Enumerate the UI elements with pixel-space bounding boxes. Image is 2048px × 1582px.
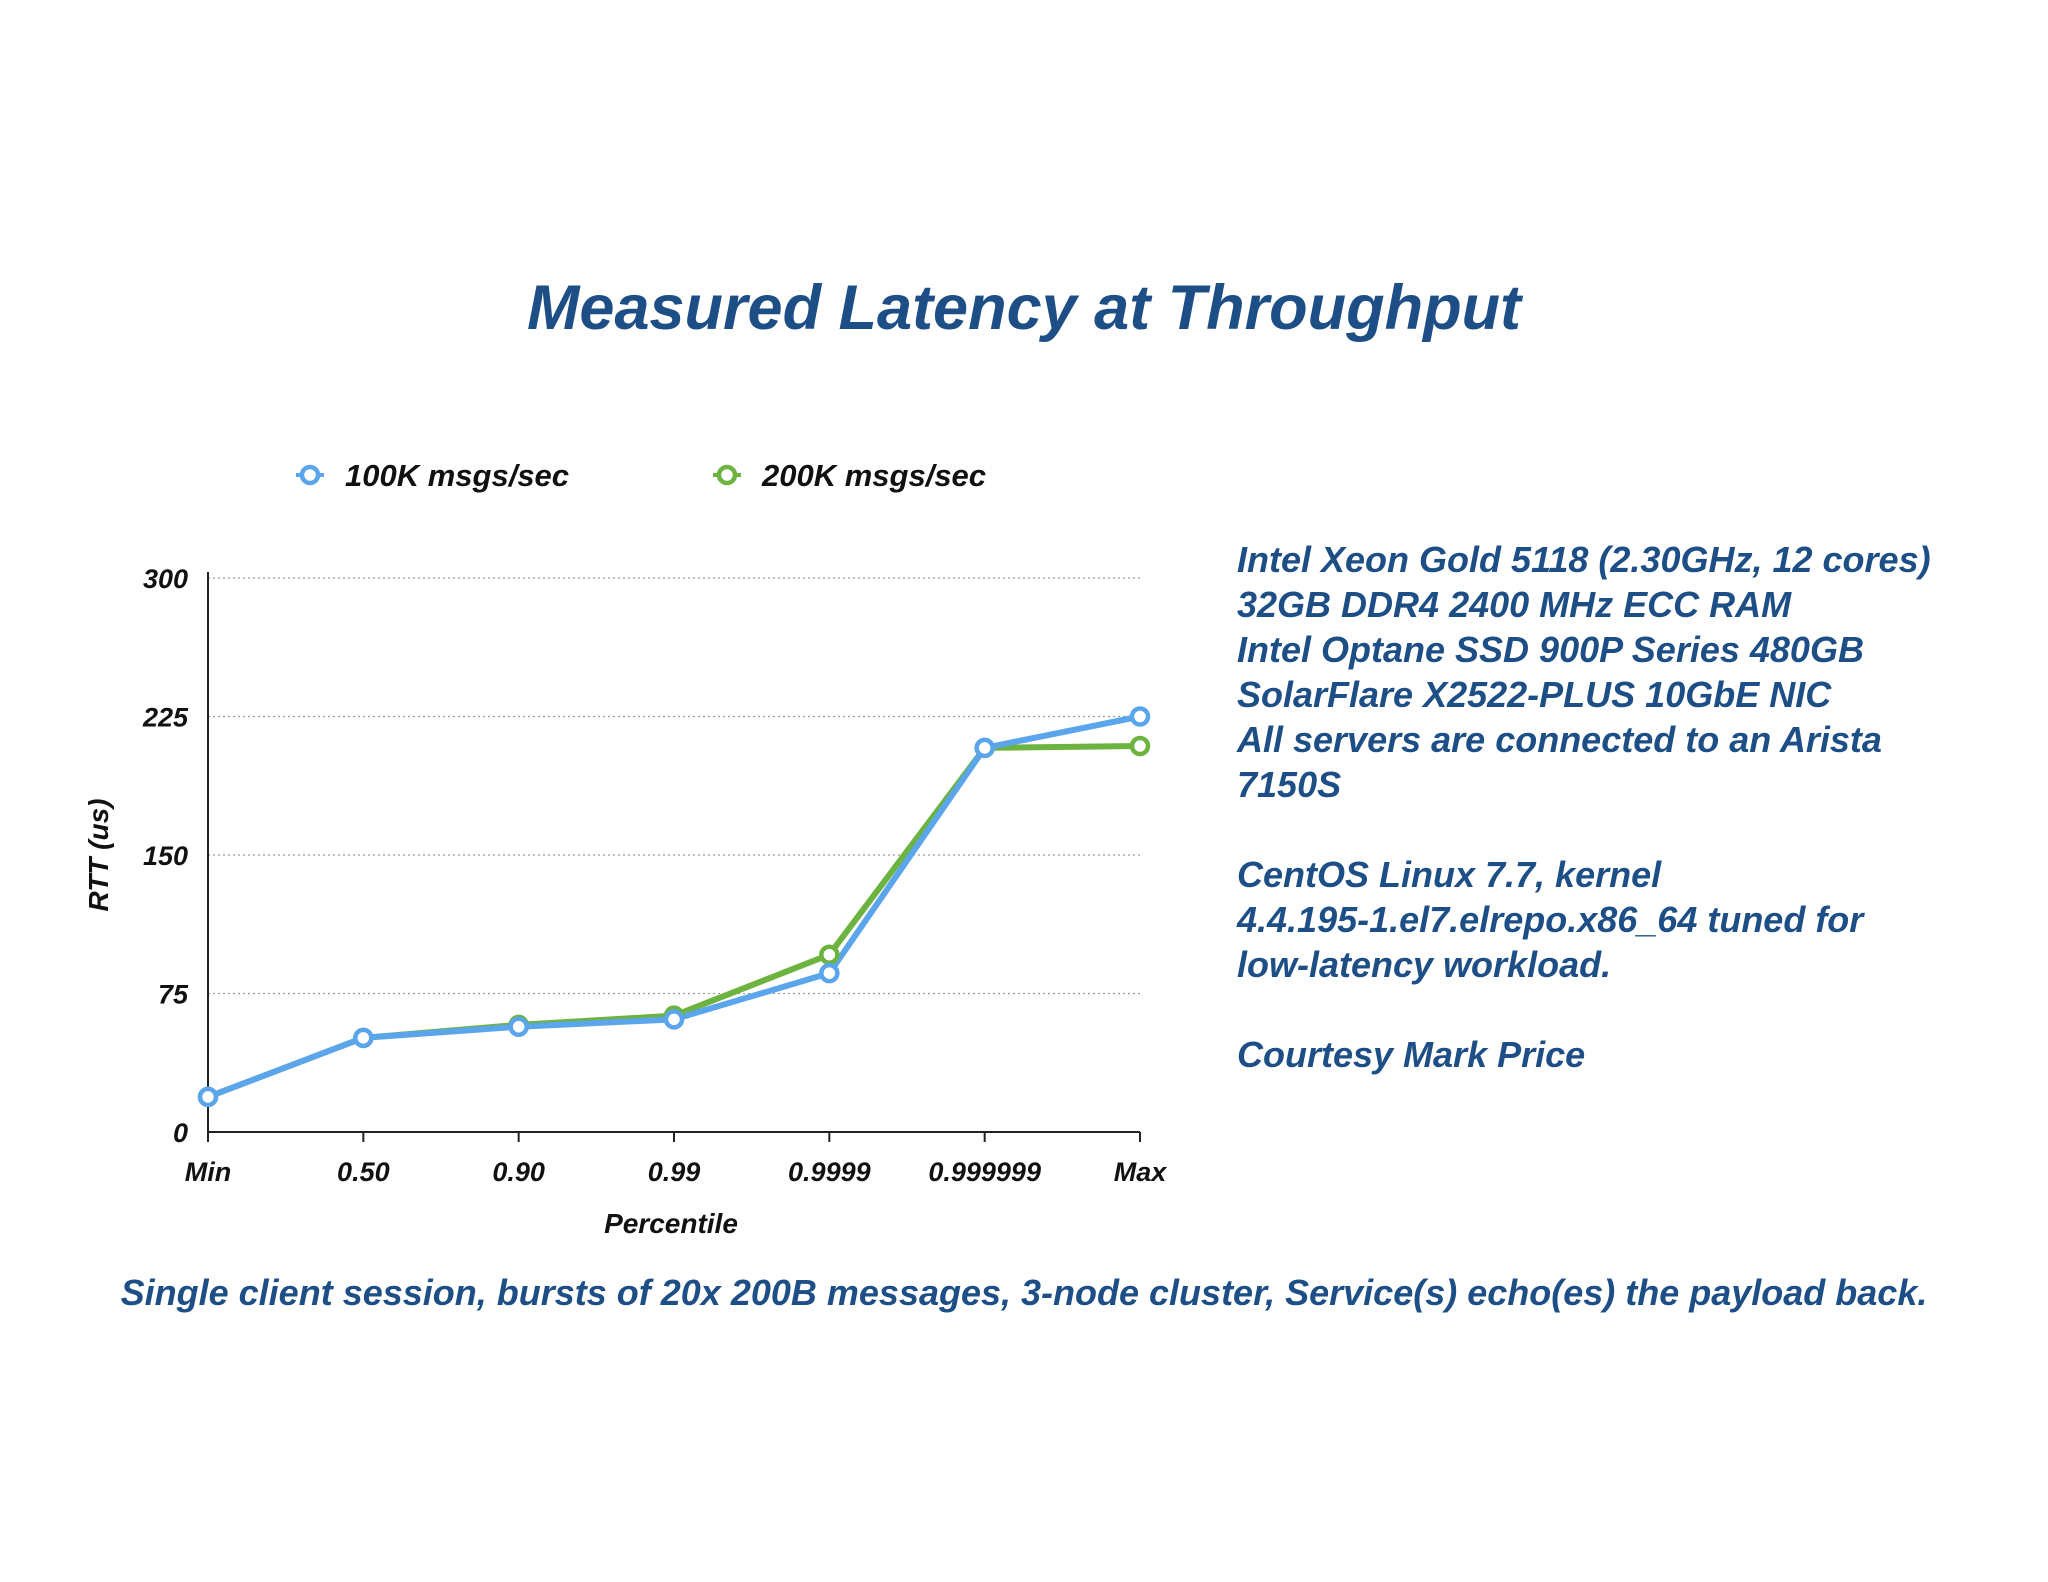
footnote: Single client session, bursts of 20x 200B messages, 3-node cluster, Service(s) echo(es) the payload back. <box>120 1272 1928 1313</box>
chart-labels <box>83 564 1167 1239</box>
x-tick-label: 0.999999 <box>928 1157 1041 1187</box>
legend-swatch-marker <box>719 467 735 483</box>
chart-gridlines <box>208 578 1140 994</box>
y-tick-label: 300 <box>142 564 188 594</box>
series-line-100k <box>208 717 1140 1097</box>
spec-spacer <box>1237 987 2027 1032</box>
spec-line: 32GB DDR4 2400 MHz ECC RAM <box>1237 584 1792 625</box>
spec-line: All servers are connected to an Arista <box>1237 719 1882 760</box>
chart-axes <box>208 572 1140 1142</box>
chart-title: Measured Latency at Throughput <box>526 273 1522 343</box>
spec-line: 7150S <box>1237 764 1342 805</box>
spec-line: CentOS Linux 7.7, kernel <box>1237 854 1662 895</box>
spec-line: Courtesy Mark Price <box>1237 1034 1586 1075</box>
latency-line-chart <box>0 0 1230 1260</box>
data-point-200k <box>821 947 837 963</box>
spec-line: low-latency workload. <box>1237 944 1612 985</box>
legend-label: 200K msgs/sec <box>762 458 987 493</box>
legend-swatch-marker <box>302 467 318 483</box>
x-tick-label: 0.50 <box>337 1157 390 1187</box>
x-tick-label: Min <box>184 1157 232 1187</box>
hardware-specs <box>1237 537 2027 1077</box>
data-point-100k <box>821 965 837 981</box>
data-point-100k <box>666 1011 682 1027</box>
spec-line: Intel Xeon Gold 5118 (2.30GHz, 12 cores) <box>1237 539 1931 580</box>
y-axis-title: RTT (us) <box>83 798 114 912</box>
x-tick-label: Max <box>1113 1157 1167 1187</box>
y-tick-label: 75 <box>157 979 188 1010</box>
y-tick-label: 225 <box>142 702 188 733</box>
chart-legend <box>296 458 986 493</box>
x-tick-label: 0.90 <box>492 1157 545 1187</box>
spec-line: Intel Optane SSD 900P Series 480GB <box>1237 629 1864 670</box>
data-point-200k <box>1132 738 1148 754</box>
data-point-100k <box>1132 709 1148 725</box>
chart-series <box>200 709 1148 1105</box>
x-axis-title: Percentile <box>604 1208 738 1239</box>
spec-line: 4.4.195-1.el7.elrepo.x86_64 tuned for <box>1237 899 1864 940</box>
spec-line: SolarFlare X2522-PLUS 10GbE NIC <box>1237 674 1832 715</box>
data-point-100k <box>977 740 993 756</box>
data-point-100k <box>355 1030 371 1046</box>
spec-spacer <box>1237 807 2027 852</box>
legend-label: 100K msgs/sec <box>345 458 570 493</box>
y-tick-label: 150 <box>142 841 188 871</box>
data-point-100k <box>200 1089 216 1105</box>
x-tick-label: 0.9999 <box>788 1157 871 1187</box>
data-point-100k <box>511 1019 527 1035</box>
x-tick-label: 0.99 <box>647 1157 701 1187</box>
y-tick-label: 0 <box>172 1118 188 1148</box>
